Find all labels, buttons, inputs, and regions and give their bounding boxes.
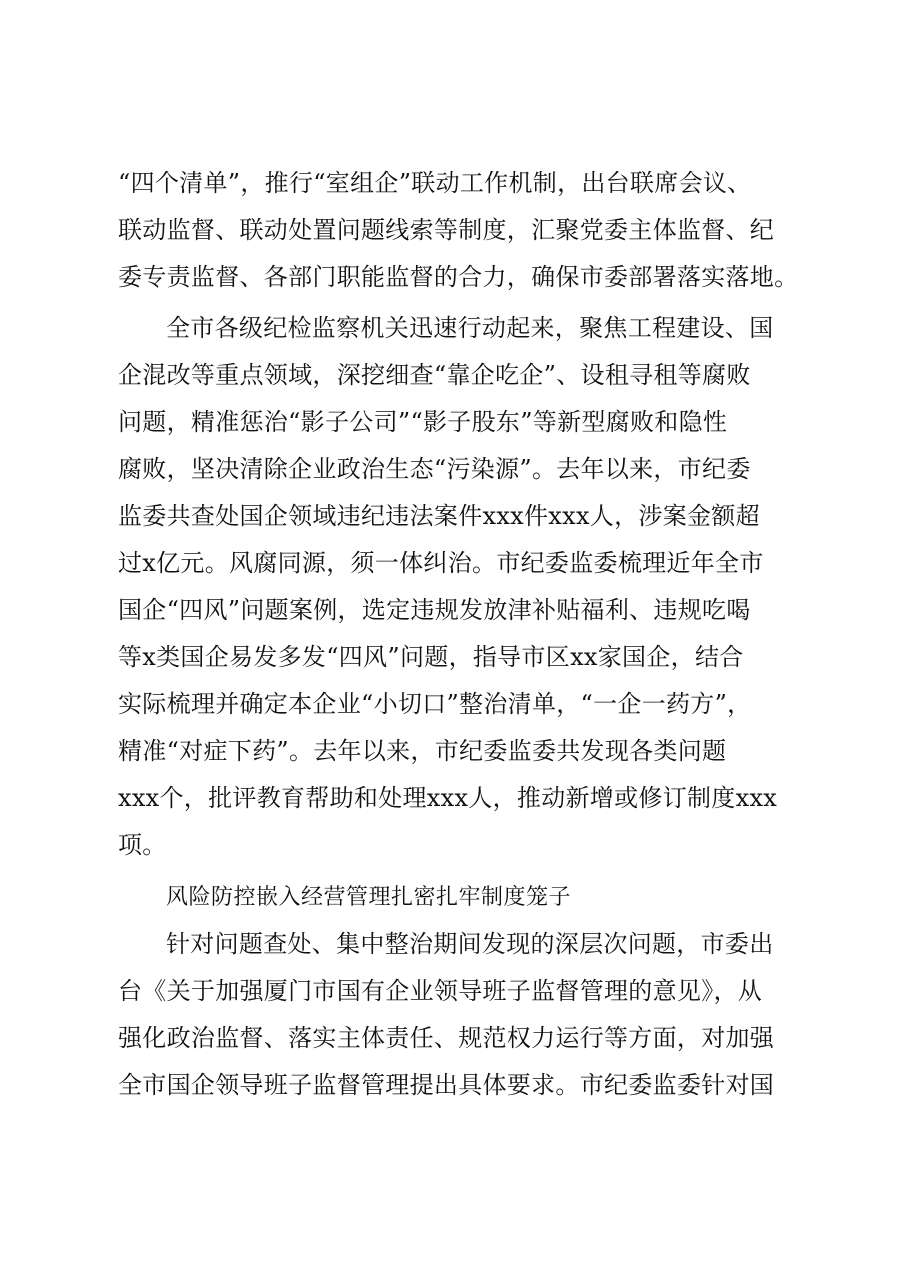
text-line: 全市国企领导班子监督管理提出具体要求。市纪委监委针对国	[118, 1071, 775, 1099]
text-line: 委专责监督、各部门职能监督的合力，确保市委部署落实落地。	[118, 263, 799, 291]
text-line: 台《关于加强厦门市国有企业领导班子监督管理的意见》，从	[118, 977, 763, 1005]
text-line: 强化政治监督、落实主体责任、规范权力运行等方面，对加强	[118, 1024, 775, 1052]
text-line: 项。	[118, 831, 167, 859]
text-line: 全市各级纪检监察机关迅速行动起来，聚焦工程建设、国	[166, 314, 774, 342]
section-heading: 风险防控嵌入经营管理扎密扎牢制度笼子	[166, 885, 572, 910]
text-line: 精准“对症下药”。去年以来，市纪委监委共发现各类问题	[118, 737, 727, 765]
text-line: 腐败，坚决清除企业政治生态“污染源”。去年以来，市纪委	[118, 455, 751, 483]
text-line: “四个清单”，推行“室组企”联动工作机制，出台联席会议、	[118, 169, 752, 197]
text-line: 联动监督、联动处置问题线索等制度，汇聚党委主体监督、纪	[118, 216, 775, 244]
text-line: 实际梳理并确定本企业“小切口”整治清单，“一企一药方”，	[118, 690, 752, 718]
text-line: 问题，精准惩治“影子公司”“影子股东”等新型腐败和隐性	[118, 408, 728, 436]
text-line: xxx个，批评教育帮助和处理xxx人，推动新增或修订制度xxx	[118, 784, 778, 812]
text-line: 企混改等重点领域，深挖细查“靠企吃企”、设租寻租等腐败	[118, 361, 751, 389]
text-line: 针对问题查处、集中整治期间发现的深层次问题，市委出	[166, 930, 774, 958]
text-line: 过x亿元。风腐同源，须一体纠治。市纪委监委梳理近年全市	[118, 549, 764, 577]
text-line: 等x类国企易发多发“四风”问题，指导市区xx家国企，结合	[118, 643, 744, 671]
text-line: 监委共查处国企领域违纪违法案件xxx件xxx人，涉案金额超	[118, 502, 760, 530]
text-line: 国企“四风”问题案例，选定违规发放津补贴福利、违规吃喝	[118, 596, 751, 624]
